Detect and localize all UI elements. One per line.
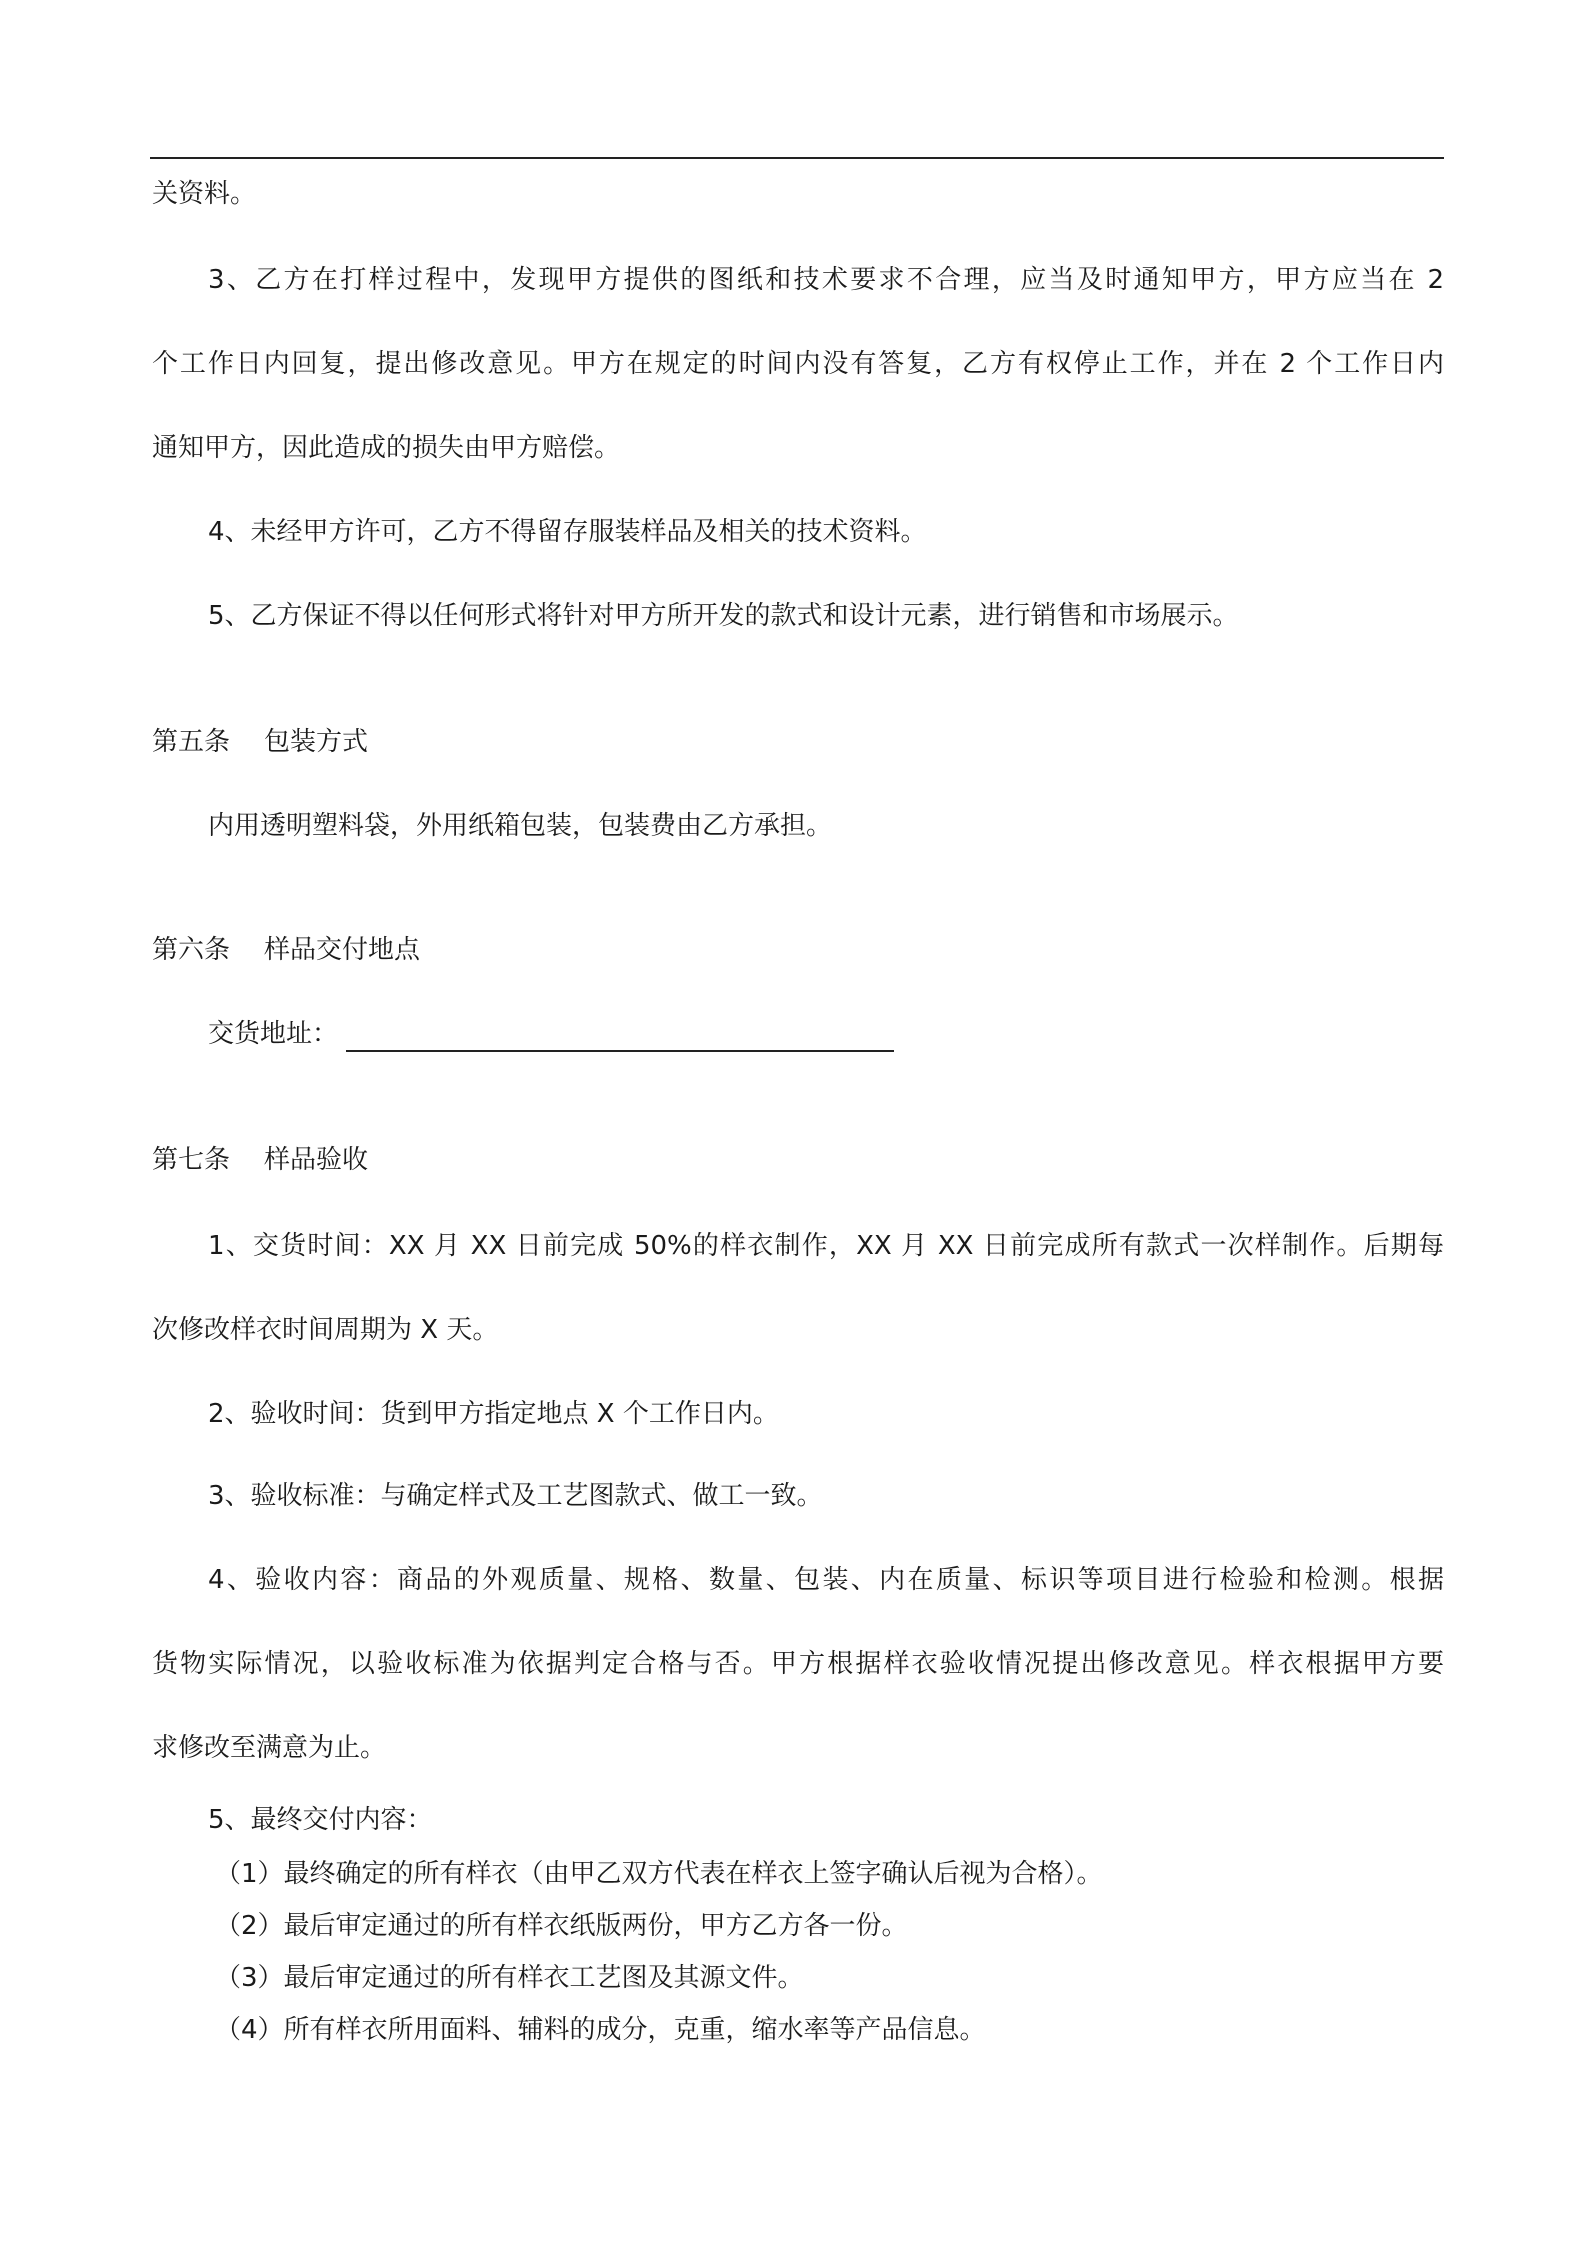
continuation-text: 关资料。 bbox=[152, 179, 257, 209]
clause-5-heading bbox=[152, 724, 368, 760]
clause-6-heading bbox=[152, 932, 420, 968]
deliverable-1: （1）最终确定的所有样衣（由甲乙双方代表在样衣上签字确认后视为合格）。 bbox=[215, 1859, 1103, 1889]
clause-4-item-5: 5、乙方保证不得以任何形式将针对甲方所开发的款式和设计元素，进行销售和市场展示。 bbox=[208, 601, 1239, 631]
clause-7-item-1-line-2: 次修改样衣时间周期为 X 天。 bbox=[152, 1315, 499, 1345]
delivery-address-row bbox=[208, 1016, 894, 1052]
clause-7-item-1-line-1: 1、交货时间：XX 月 XX 日前完成 50%的样衣制作，XX 月 XX 日前完成所有款式一次样制作。后期每 bbox=[208, 1231, 1444, 1261]
clause-7-heading bbox=[152, 1142, 368, 1178]
clause-4-item-4: 4、未经甲方许可，乙方不得留存服装样品及相关的技术资料。 bbox=[208, 517, 927, 547]
clause-7-item-4-line-1: 4、验收内容：商品的外观质量、规格、数量、包装、内在质量、标识等项目进行检验和检测。根据 bbox=[208, 1565, 1444, 1595]
clause-7-item-4-line-2: 货物实际情况，以验收标准为依据判定合格与否。甲方根据样衣验收情况提出修改意见。样衣根据甲方要 bbox=[152, 1649, 1444, 1679]
clause-7-item-4-line-3: 求修改至满意为止。 bbox=[152, 1733, 387, 1763]
delivery-address-blank bbox=[346, 1020, 894, 1052]
clause-5-title: 包装方式 bbox=[264, 727, 369, 757]
clause-4-item-3-line-3: 通知甲方，因此造成的损失由甲方赔偿。 bbox=[152, 433, 621, 463]
clause-7-item-2: 2、验收时间：货到甲方指定地点 X 个工作日内。 bbox=[208, 1399, 779, 1429]
header-rule bbox=[150, 157, 1444, 159]
deliverable-3: （3）最后审定通过的所有样衣工艺图及其源文件。 bbox=[215, 1963, 804, 1993]
deliverable-4: （4）所有样衣所用面料、辅料的成分，克重，缩水率等产品信息。 bbox=[215, 2015, 986, 2045]
clause-6-number: 第六条 bbox=[152, 935, 231, 965]
deliverable-2: （2）最后审定通过的所有样衣纸版两份，甲方乙方各一份。 bbox=[215, 1911, 908, 1941]
clause-7-item-5-heading: 5、最终交付内容： bbox=[208, 1805, 433, 1835]
clause-5-number: 第五条 bbox=[152, 727, 231, 757]
clause-7-number: 第七条 bbox=[152, 1145, 231, 1175]
clause-4-item-3-line-1: 3、乙方在打样过程中，发现甲方提供的图纸和技术要求不合理，应当及时通知甲方，甲方应当在 2 bbox=[208, 265, 1444, 295]
delivery-address-label: 交货地址： bbox=[208, 1019, 339, 1049]
clause-7-title: 样品验收 bbox=[264, 1145, 369, 1175]
clause-7-item-3: 3、验收标准：与确定样式及工艺图款式、做工一致。 bbox=[208, 1481, 823, 1511]
clause-4-item-3-line-2: 个工作日内回复，提出修改意见。甲方在规定的时间内没有答复，乙方有权停止工作，并在 2 个工作日内 bbox=[152, 349, 1444, 379]
clause-6-title: 样品交付地点 bbox=[264, 935, 421, 965]
clause-5-body: 内用透明塑料袋，外用纸箱包装，包装费由乙方承担。 bbox=[208, 811, 833, 841]
